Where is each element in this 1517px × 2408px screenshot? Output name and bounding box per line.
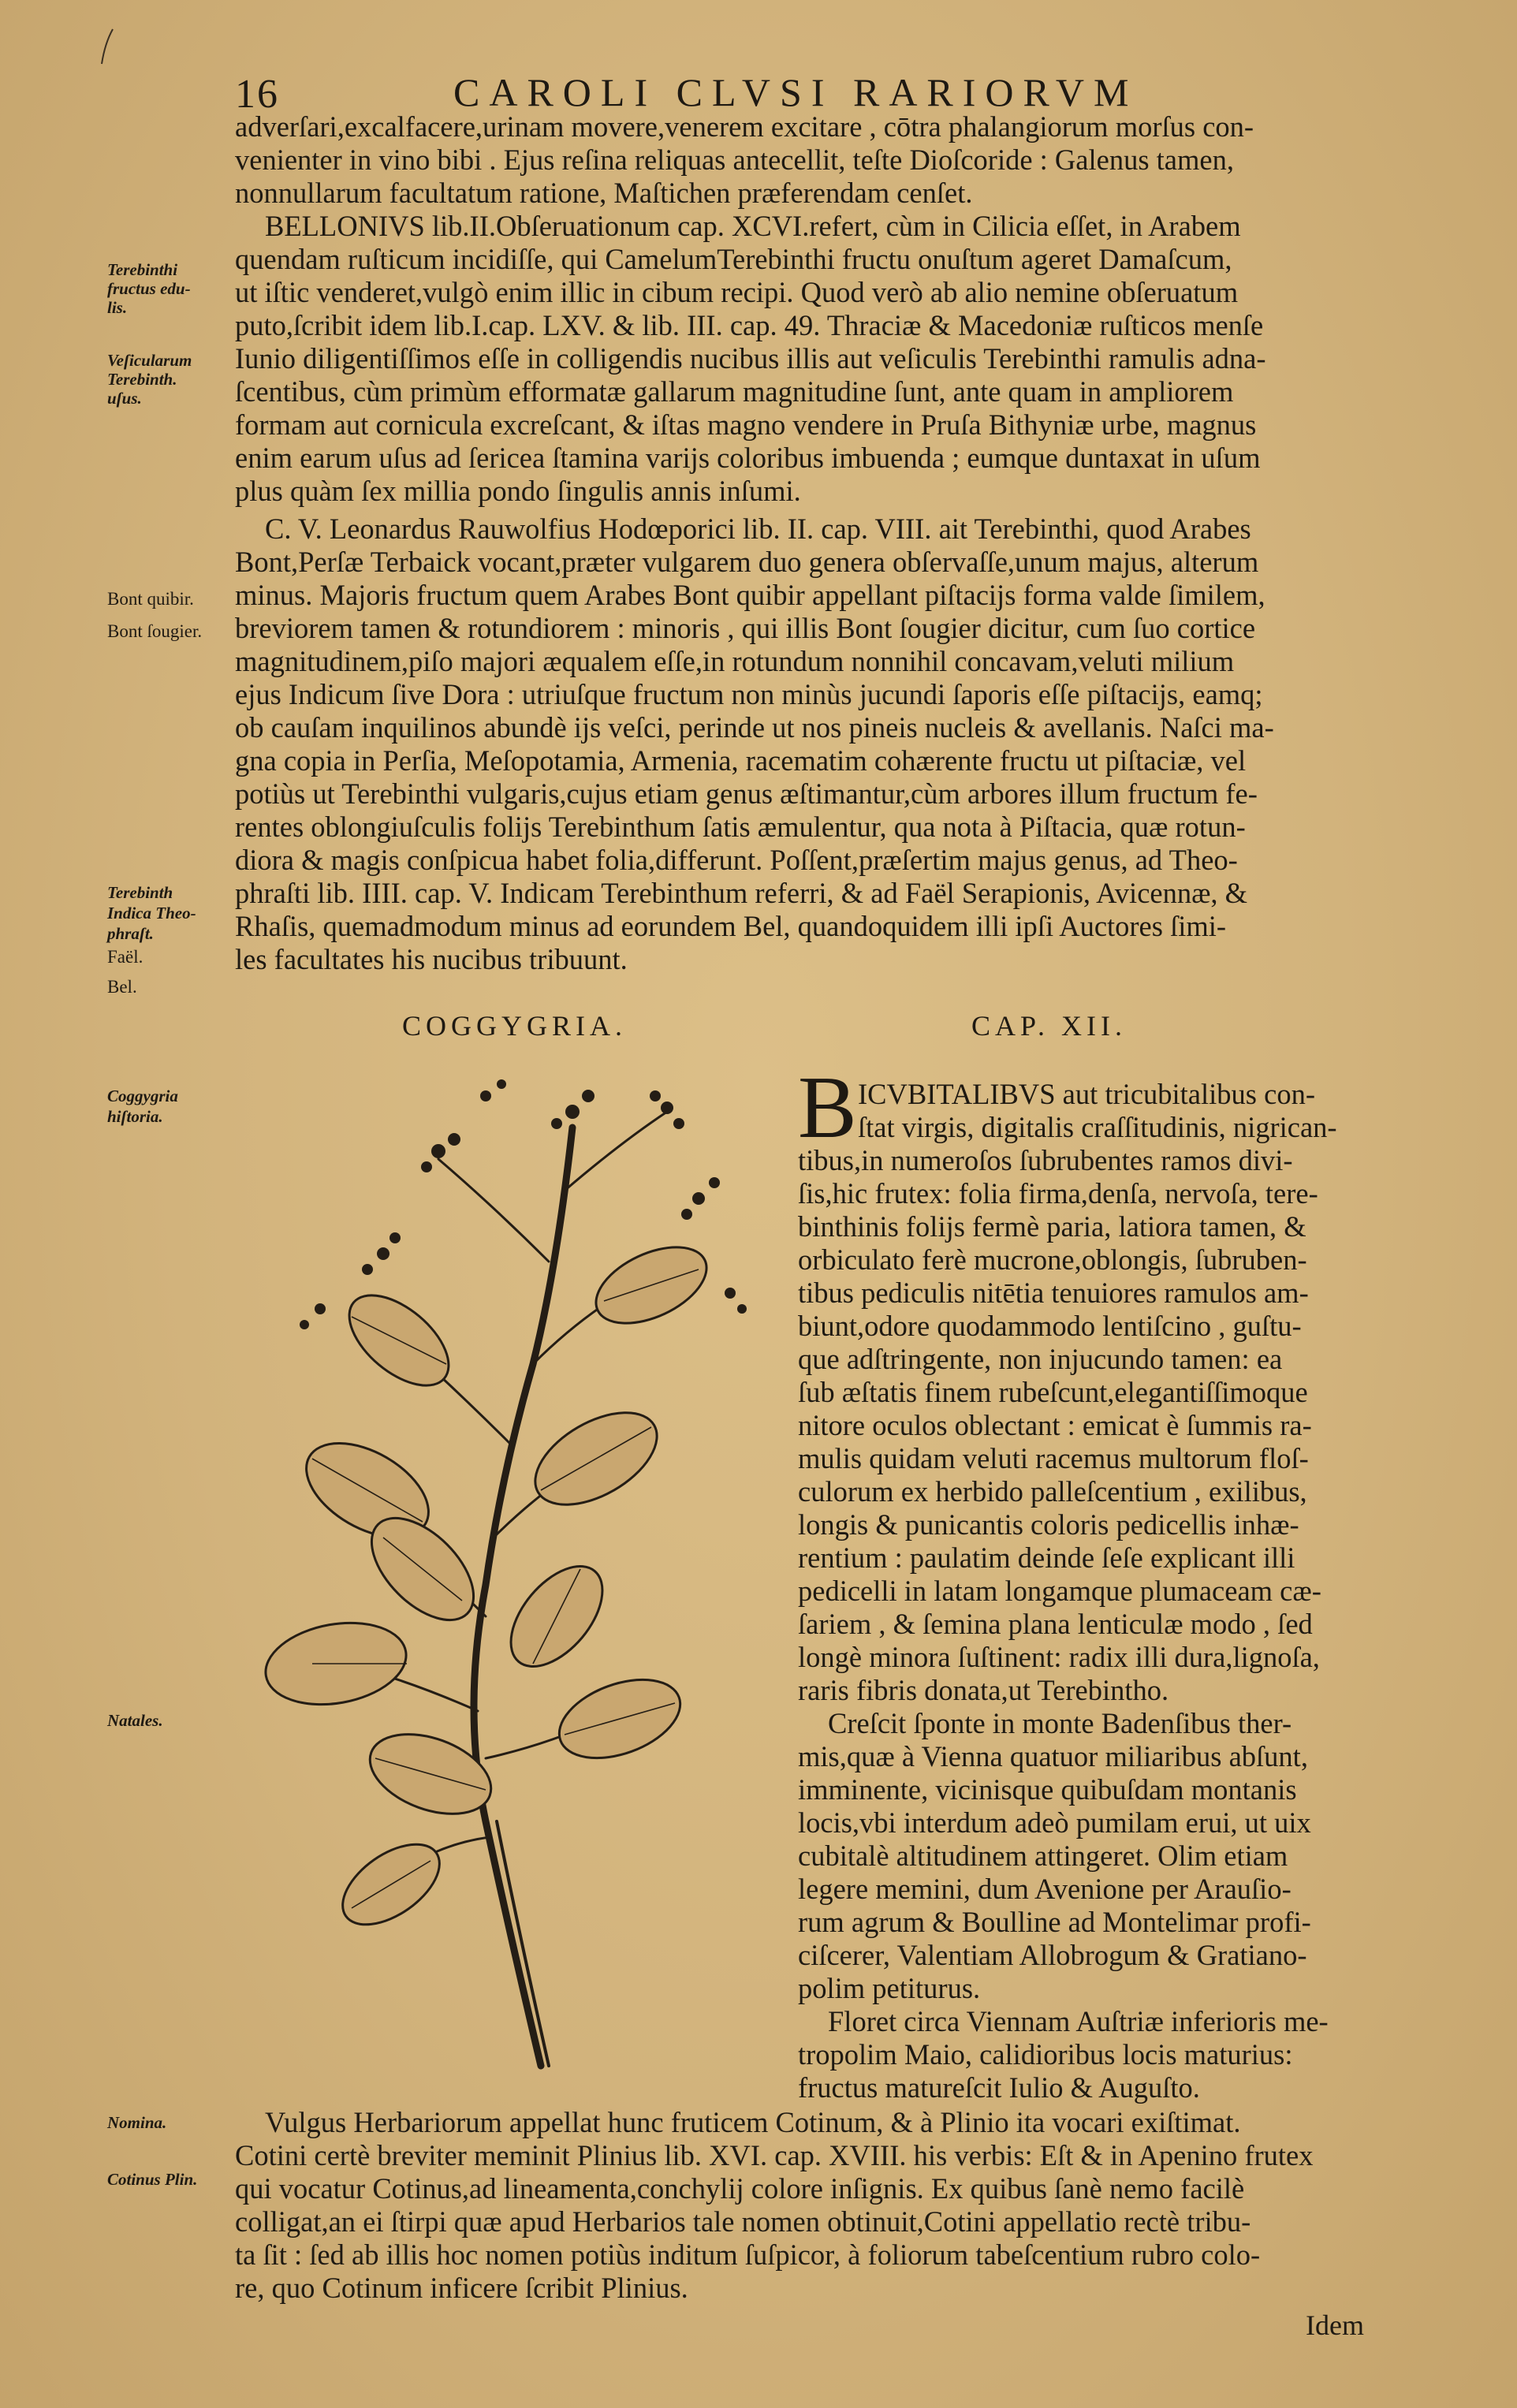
text-line: qui vocatur Cotinus,ad lineamenta,conchylij colore inſignis. Ex quibus ſanè nemo facilè	[235, 2172, 1245, 2205]
text-line: gna copia in Perſia, Meſopotamia, Armenia, racematim cohærente fructu ut piſtaciæ, vel	[235, 744, 1247, 777]
text-line: venienter in vino bibi . Ejus reſina reliquas antecellit, teſte Dioſcoride : Galenus tamen,	[235, 144, 1234, 176]
margin-note: Terebinth.	[107, 370, 177, 389]
text-line: adverſari,excalfacere,urinam movere,venerem excitare , cōtra phalangiorum morſus con-	[235, 110, 1254, 143]
text-line: longis & punicantis coloris pedicellis inhæ-	[798, 1508, 1299, 1541]
text-line: ut iſtic venderet,vulgò enim illic in cibum recipi. Quod verò ab alio nemine obſeruatum	[235, 276, 1239, 308]
text-line: phraſti lib. IIII. cap. V. Indicam Terebinthum referri, & ad Faël Serapionis, Avicennæ, &	[235, 877, 1248, 909]
text-line: nonnullarum facultatum ratione, Maſtichen præferendam cenſet.	[235, 177, 973, 209]
text-line: rentes oblongiuſculis folijs Terebinthum ſatis æmulentur, qua nota à Piſtacia, quæ rotun-	[235, 811, 1246, 843]
text-line: longè minora ſuſtinent: radix illi dura,lignoſa,	[798, 1641, 1320, 1673]
text-line: locis,vbi interdum adeò pumilam erui, ut uix	[798, 1806, 1311, 1839]
text-line: rentium : paulatim deinde ſeſe explicant illi	[798, 1541, 1295, 1574]
margin-note: Natales.	[107, 1711, 163, 1730]
text-line: mis,quæ à Vienna quatuor miliaribus abſunt,	[798, 1740, 1308, 1772]
text-line: orbiculato ferè mucrone,oblongis, ſubruben-	[798, 1243, 1307, 1276]
text-line: fructus matureſcit Iulio & Auguſto.	[798, 2071, 1200, 2104]
text-line: legere memini, dum Avenione per Arauſio-	[798, 1873, 1292, 1905]
text-line: ſis,hic frutex: folia firma,denſa, nervoſa, tere-	[798, 1177, 1318, 1210]
text-line: BELLONIVS lib.II.Obſeruationum cap. XCVI.refert, cùm in Cilicia eſſet, in Arabem	[265, 210, 1241, 242]
text-line: plus quàm ſex millia pondo ſingulis annis inſumi.	[235, 475, 801, 507]
margin-note: Terebinthi	[107, 260, 178, 279]
text-line: Bont,Perſæ Terbaick vocant,præter vulgarem duo genera obſervaſſe,unum majus, alterum	[235, 546, 1259, 578]
text-line: C. V. Leonardus Rauwolfius Hodœporici lib. II. cap. VIII. ait Terebinthi, quod Arabes	[265, 513, 1251, 545]
text-line: diora & magis conſpicua habet folia,differunt. Poſſent,præſertim majus genus, ad Theo-	[235, 844, 1238, 876]
text-line: que adſtringente, non injucundo tamen: ea	[798, 1343, 1283, 1375]
text-line: pedicelli in latam longamque plumaceam cæ-	[798, 1575, 1321, 1607]
margin-note: Bont ſougier.	[107, 621, 203, 641]
text-line: Rhaſis, quemadmodum minus ad eorundem Bel, quandoquidem illi ipſi Auctores ſimi-	[235, 910, 1227, 942]
text-line: ſcentibus, cùm primùm efformatæ gallarum magnitudine ſunt, ante quam in ampliorem	[235, 375, 1234, 408]
text-line: potiùs ut Terebinthi vulgaris,cujus etiam genus æſtimantur,cùm arbores illum fructum fe-	[235, 777, 1258, 810]
text-line: Creſcit ſponte in monte Badenſibus ther-	[828, 1707, 1292, 1739]
section-heading: COGGYGRIA.	[402, 1010, 627, 1042]
text-line: nitore oculos oblectant : emicat è ſummis ra-	[798, 1409, 1312, 1441]
margin-note: Cotinus Plin.	[107, 2170, 198, 2189]
text-line: enim earum uſus ad ſericea ſtamina varijs coloribus imbuenda ; eumque duntaxat in uſum	[235, 442, 1261, 474]
text-line: Cotini certè breviter meminit Plinius lib. XVI. cap. XVIII. his verbis: Eſt & in Apenino frutex	[235, 2139, 1314, 2171]
text-line: binthinis folijs fermè paria, latiora tamen, &	[798, 1210, 1306, 1243]
text-line: ta ſit : ſed ab illis hoc nomen potiùs inditum ſuſpicor, à foliorum tabeſcentium rubro colo-	[235, 2238, 1261, 2271]
text-line: quendam ruſticum incidiſſe, qui CamelumTerebinthi fructu onuſtum ageret Damaſcum,	[235, 243, 1232, 275]
page-number: 16	[235, 72, 279, 117]
text-line: tropolim Maio, calidioribus locis maturius:	[798, 2038, 1293, 2071]
text-line: Floret circa Viennam Auſtriæ inferioris me-	[828, 2005, 1329, 2037]
margin-note: lis.	[107, 298, 128, 317]
margin-note: Terebinth	[107, 883, 173, 902]
margin-note: Veſicularum	[107, 351, 192, 370]
text-line: colligat,an ei ſtirpi quæ apud Herbarios tale nomen obtinuit,Cotini appellatio rectè tribu-	[235, 2205, 1251, 2238]
text-line: Vulgus Herbariorum appellat hunc fruticem Cotinum, & à Plinio ita vocari exiſtimat.	[265, 2106, 1241, 2138]
margin-note: fructus edu-	[107, 279, 191, 298]
margin-note: phraſt.	[107, 924, 154, 943]
text-line: tibus,in numeroſos ſubrubentes ramos divi-	[798, 1144, 1293, 1176]
text-line: magnitudinem,piſo majori æqualem eſſe,in rotundum nonnihil concavam,veluti milium	[235, 645, 1235, 677]
text-line: tibus pediculis nitētia tenuiores ramulos am-	[798, 1277, 1309, 1309]
text-line: raris fibris donata,ut Terebintho.	[798, 1674, 1169, 1706]
margin-note: Faël.	[107, 947, 144, 967]
text-line: rum agrum & Boulline ad Montelimar profi-	[798, 1906, 1311, 1938]
catchword: Idem	[1306, 2309, 1364, 2341]
margin-note: Nomina.	[107, 2113, 167, 2132]
text-line: culorum ex herbido palleſcentium , exilibus,	[798, 1475, 1307, 1508]
text-line: ciſcerer, Valentiam Allobrogum & Gratiano-	[798, 1939, 1307, 1971]
text-line: imminente, vicinisque quibuſdam montanis	[798, 1773, 1297, 1806]
text-line: re, quo Cotinum inficere ſcribit Plinius.	[235, 2272, 688, 2304]
text-line: ob cauſam inquilinos abundè ijs veſci, perinde ut nos pineis nucleis & avellanis. Naſci ma-	[235, 711, 1274, 744]
margin-note: Bont quibir.	[107, 589, 194, 609]
text-line: cubitalè altitudinem attingeret. Olim etiam	[798, 1840, 1288, 1872]
chapter-heading: CAP. XII.	[971, 1010, 1128, 1042]
text-line: breviorem tamen & rotundiorem : minoris , qui illis Bont ſougier dicitur, cum ſuo cortice	[235, 612, 1256, 644]
margin-note: uſus.	[107, 389, 142, 408]
text-line: polim petiturus.	[798, 1972, 981, 2004]
drop-cap: B	[798, 1059, 857, 1157]
text-line: mulis quidam veluti racemus multorum floſ-	[798, 1442, 1309, 1474]
text-line: Iunio diligentiſſimos eſſe in colligendis nucibus illis aut veſiculis Terebinthi ramulis adna-	[235, 342, 1266, 375]
margin-note: Coggygria	[107, 1087, 178, 1105]
text-line: biunt,odore quodammodo lentiſcino , guſtu-	[798, 1310, 1302, 1342]
text-line: ejus Indicum ſive Dora : utriuſque fructum non minùs jucundi ſaporis eſſe piſtacijs, eamq;	[235, 678, 1263, 710]
text-line: formam aut cornicula excreſcant, & iſtas magno vendere in Pruſa Bithyniæ urbe, magnus	[235, 408, 1257, 441]
text-line: ſariem , & ſemina plana lenticulæ modo , ſed	[798, 1608, 1313, 1640]
text-line: les facultates his nucibus tribuunt.	[235, 943, 628, 975]
margin-note: hiſtoria.	[107, 1107, 163, 1126]
plant-illustration	[226, 1064, 762, 2082]
text-line: ſtat virgis, digitalis craſſitudinis, nigrican-	[858, 1111, 1337, 1143]
running-title: CAROLI CLVSI RARIORVM	[453, 70, 1139, 114]
text-line: ſub æſtatis finem rubeſcunt,elegantiſſimoque	[798, 1376, 1308, 1408]
margin-note: Bel.	[107, 977, 137, 997]
text-line: ICVBITALIBVS aut tricubitalibus con-	[858, 1078, 1315, 1110]
text-line: puto,ſcribit idem lib.I.cap. LXV. & lib. III. cap. 49. Thraciæ & Macedoniæ ruſticos menſe	[235, 309, 1264, 341]
margin-note: Indica Theo-	[107, 904, 196, 923]
ink-mark-icon	[99, 28, 117, 67]
text-line: minus. Majoris fructum quem Arabes Bont quibir appellant piſtacijs forma valde ſimilem,	[235, 579, 1265, 611]
